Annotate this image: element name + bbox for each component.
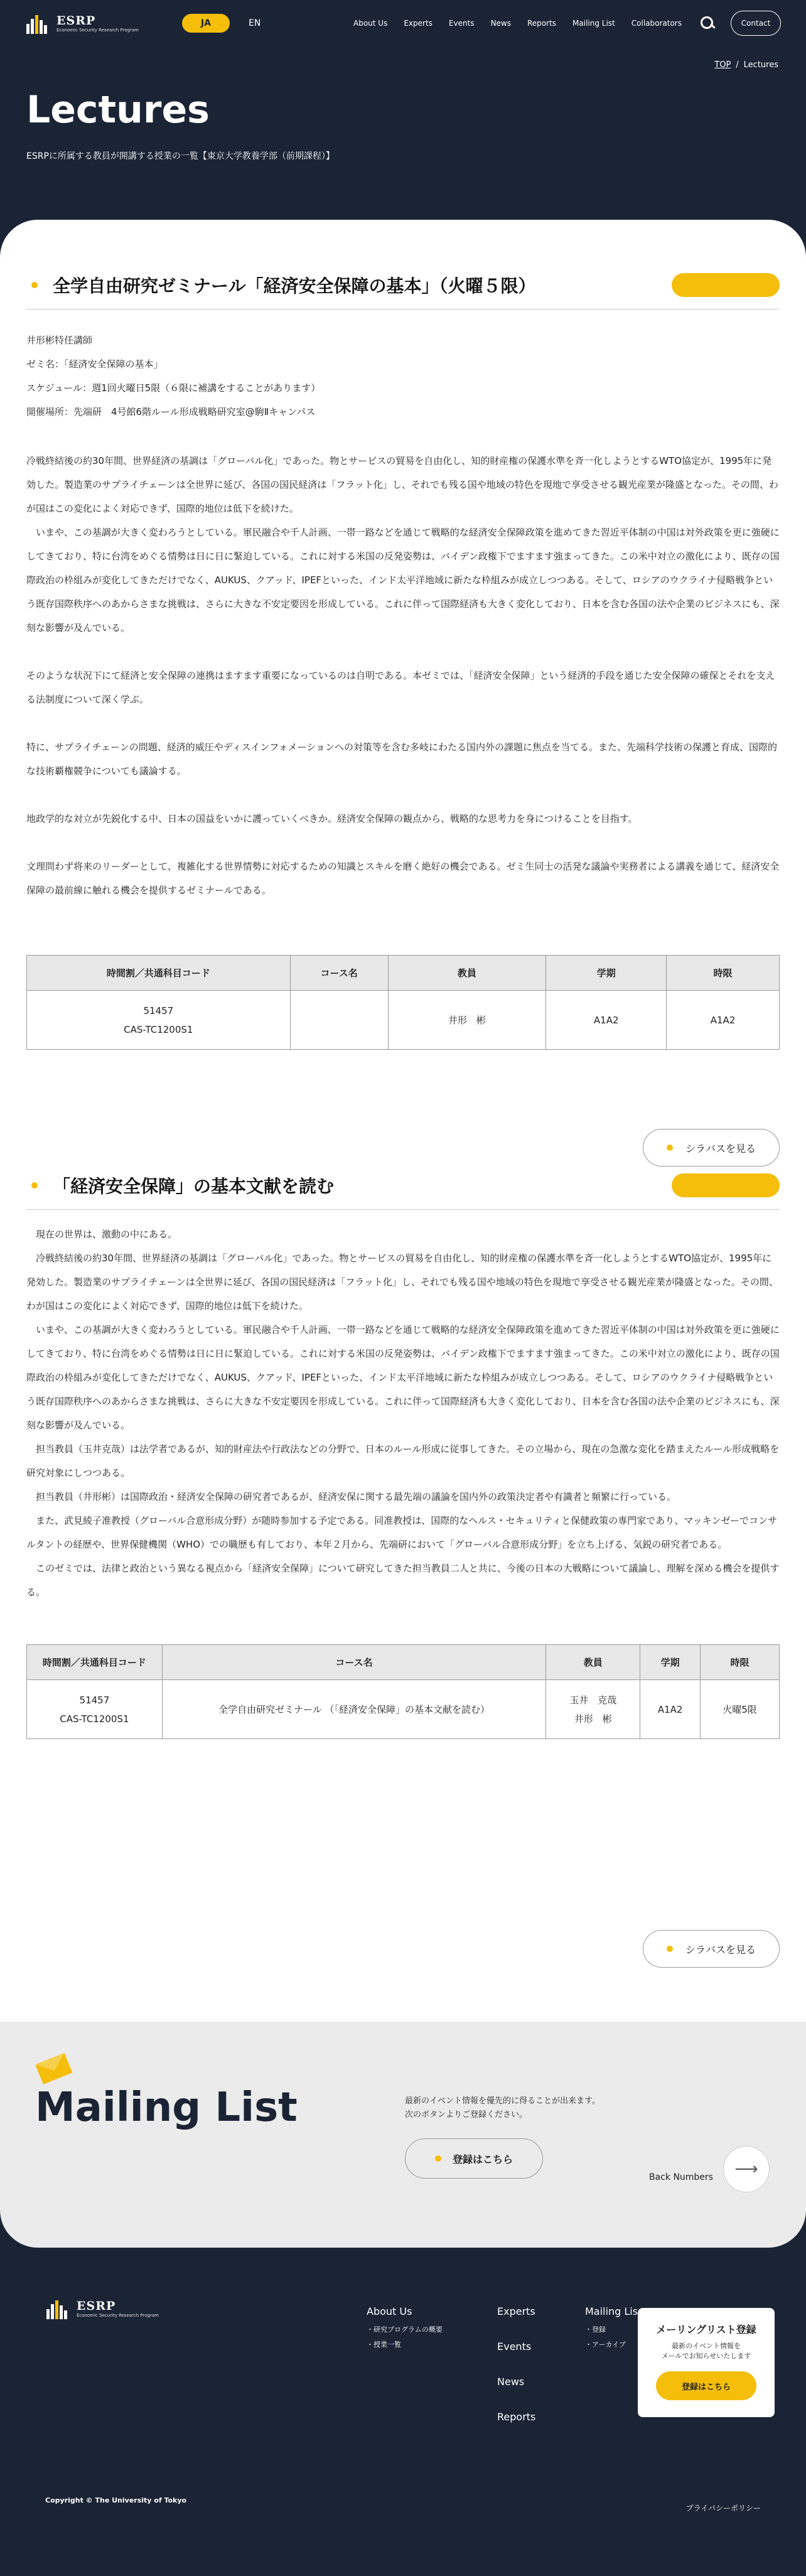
breadcrumb-current: Lectures: [743, 60, 778, 70]
info-instructor: 井形彬特任講師: [26, 335, 93, 346]
main-content: [0, 220, 806, 2022]
paragraph: いまや、この基調が大きく変わろうとしている。軍民融合や千人計画、一帯一路などを通じて戦略的な経済安全保障政策を進めてきた習近平体制の中国は対外政策を更に強硬にしてきており、特に台湾をめぐる情勢は日に日に緊迫している。これに対する米国の反発姿勢は、バイデン政権下でますます強まってきた。この米中対立の激化により、既存の国際政治の枠組みが変化してきただけでなく、AUKUS、クアッド、IPEFといった、インド太平洋地域に新たな枠組みが成立しつつある。そして、ロシアのウクライナ侵略戦争という既存国際秩序へのあからさまな挑戦は、さらに大きな不安定要因を形成している。これに伴って国際経済も大きく変化しており、日本を含む各国の法や企業のビジネスにも、深刻な影響が及んでいる。: [26, 1324, 780, 1431]
logo-text: ESRP: [56, 14, 96, 28]
paragraph: 担当教員（玉井克哉）は法学者であるが、知的財産法や行政法などの分野で、日本のルール形成に従事してきた。その立場から、現在の急激な変化を踏まえたルール形成戦略を研究対象にしつつある。: [26, 1443, 780, 1479]
cell-period: 火曜5限: [701, 1680, 780, 1739]
paragraph: このゼミでは、法律と政治という異なる視点から「経済安全保障」について研究してきた担当教員二人と共に、今後の日本の大戦略について議論し、理解を深める機会を提供する。: [26, 1563, 780, 1598]
footer-lectures-link[interactable]: ・授業一覧: [367, 2341, 401, 2349]
popup-title: メーリングリスト登録: [656, 2324, 756, 2336]
cell-code: 51457 CAS-TC1200S1: [27, 991, 291, 1050]
course2-title: 「経済安全保障」の基本文献を読む: [53, 1176, 335, 1197]
col-course: コース名: [162, 1645, 545, 1680]
back-numbers-link[interactable]: Back Numbers: [649, 2172, 713, 2182]
info-location: 開催場所：先端研 4号館6階ルール形成戦略研究室@駒Ⅱキャンパス: [26, 406, 316, 418]
paragraph: 現在の世界は、激動の中にある。: [36, 1229, 178, 1240]
search-icon[interactable]: [699, 15, 716, 31]
nav-experts[interactable]: Experts: [404, 19, 433, 28]
course1-table: [26, 955, 780, 1050]
course2-tag: [672, 1173, 780, 1197]
footer-logo[interactable]: [45, 2298, 159, 2319]
col-term: 学期: [546, 956, 667, 991]
paragraph: そのような状況下にて経済と安全保障の連携はますます重要になっているのは自明である。本ゼミでは、「経済安全保障」という経済的手段を通じた安全保障の確保とそれを支える法制度について深く学ぶ。: [26, 670, 775, 705]
breadcrumb-separator: /: [736, 60, 739, 70]
logo-mark-icon: [25, 13, 50, 34]
paragraph: また、武見綾子准教授（グローバル合意形成分野）が随時参加する予定である。同准教授は、国際的なヘルス・セキュリティと保健政策の専門家であり、マッキンゼーでコンサルタントの経歴や、世界保健機関（WHO）での職歴も有しており、本年２月から、先端研において「グローバル合意形成分野」を立ち上げる、気鋭の研究者である。: [26, 1515, 777, 1550]
bullet-icon: [31, 282, 38, 288]
cell-teacher: 井形 彬: [388, 991, 546, 1050]
cell-code: 51457 CAS-TC1200S1: [27, 1680, 163, 1739]
footer-links-column: [497, 2294, 535, 2435]
breadcrumb-top-link[interactable]: TOP: [714, 60, 731, 70]
main-nav: [353, 19, 682, 28]
paragraph: いまや、この基調が大きく変わろうとしている。軍民融合や千人計画、一帯一路などを通じて戦略的な経済安全保障政策を進めてきた習近平体制の中国は対外政策を更に強硬にしてきており、特に台湾をめぐる情勢は日に日に緊迫している。これに対する米国の反発姿勢は、バイデン政権下でますます強まってきた。この米中対立の激化により、既存の国際政治の枠組みが変化してきただけでなく、AUKUS、クアッド、IPEFといった、インド太平洋地域に新たな枠組みが成立しつつある。そして、ロシアのウクライナ侵略戦争という既存国際秩序へのあからさまな挑戦は、さらに大きな不安定要因を形成している。これに伴って国際経済も大きく変化しており、日本を含む各国の法や企業のビジネスにも、深刻な影響が及んでいる。: [26, 527, 780, 633]
footer-experts-link[interactable]: Experts: [497, 2305, 535, 2317]
col-code: 時間割／共通科目コード: [27, 1645, 163, 1680]
footer-about-overview-link[interactable]: ・研究プログラムの概要: [367, 2325, 443, 2334]
info-schedule: スケジュール：週1回火曜日5限（６限に補講をすることがあります）: [26, 382, 321, 394]
col-period: 時限: [667, 956, 780, 991]
page-subtitle: ESRPに所属する教員が開講する授業の一覧【東京大学教養学部（前期課程）】: [26, 151, 335, 161]
nav-collaborators[interactable]: Collaborators: [631, 19, 682, 28]
popup-register-button[interactable]: 登録はこちら: [656, 2371, 756, 2400]
footer-register-link[interactable]: ・登録: [585, 2325, 606, 2334]
course1-header: [26, 272, 780, 310]
lang-en-button[interactable]: EN: [249, 18, 261, 28]
footer-events-link[interactable]: Events: [497, 2341, 532, 2352]
popup-description: 最新のイベント情報を メールでお知らせいたします: [661, 2342, 751, 2360]
logo-subtitle: Economic Security Research Program: [56, 28, 139, 33]
logo[interactable]: [25, 13, 182, 34]
cell-term: A1A2: [640, 1680, 701, 1739]
cell-term: A1A2: [546, 991, 667, 1050]
col-code: 時間割／共通科目コード: [27, 956, 291, 991]
footer-logo-subtitle: Economic Security Research Program: [77, 2313, 159, 2318]
paragraph: 担当教員（井形彬）は国際政治・経済安全保障の研究者であるが、経済安保に関する最先端の議論を国内外の政策決定者や有識者と頻繁に行っている。: [36, 1491, 677, 1502]
paragraph: 冷戦終結後の約30年間、世界経済の基調は「グローバル化」であった。物とサービスの貿易を自由化し、知的財産権の保護水準を斉一化しようとするWTO協定が、1995年に発効した。製造業のサプライチェーンは全世界に延び、各国の国民経済は「フラット化」し、それでも残る国や地域の特色を現地で享受させる観光産業が隆盛となった。その間、わが国はこの変化によく対応できず、国際的地位は低下を続けた。: [26, 1253, 778, 1312]
course1-title: 全学自由研究ゼミナール「経済安全保障の基本」（火曜５限）: [53, 276, 536, 296]
course1-tag: [672, 273, 780, 297]
bullet-icon: [31, 1182, 38, 1188]
paragraph: 文理問わず将来のリーダーとして、複雑化する世界情勢に対応するための知識とスキルを磨く絶好の機会である。ゼミ生同士の活発な議論や実務者による講義を通じて、経済安全保障の最前線に触れる機会を提供するゼミナールである。: [26, 861, 780, 896]
copyright: Copyright © The University of Tokyo: [45, 2496, 187, 2504]
page-title: Lectures: [26, 88, 210, 132]
paragraph: 特に、サプライチェーンの問題、経済的威圧やディスインフォメーションへの対策等を含む多岐にわたる国内外の課題に焦点を当てる。また、先端科学技術の保護と育成、国際的な技術覇権競争についても議論する。: [26, 741, 777, 777]
course1-description: [26, 449, 780, 902]
footer-archive-link[interactable]: ・アーカイブ: [585, 2341, 626, 2349]
footer-mailing-column: [585, 2305, 638, 2352]
cell-course: 全学自由研究ゼミナール （「経済安全保障」の基本文献を読む）: [162, 1680, 545, 1739]
course2-description: [26, 1222, 780, 1604]
privacy-policy-link[interactable]: プライバシーポリシー: [685, 2504, 761, 2513]
course2-header: [26, 1173, 780, 1210]
paragraph: 地政学的な対立が先鋭化する中、日本の国益をいかに護っていくべきか。経済安全保障の観点から、戦略的な思考力を身につけることを目指す。: [26, 813, 638, 824]
breadcrumb: [714, 60, 778, 70]
table-row: [27, 991, 780, 1050]
logo-mark-icon: [45, 2298, 70, 2319]
course2-table: [26, 1644, 780, 1739]
mailing-title: Mailing List: [35, 2084, 298, 2131]
col-term: 学期: [640, 1645, 701, 1680]
col-teacher: 教員: [388, 956, 546, 991]
cell-course: [290, 991, 388, 1050]
mailing-list-section: [0, 2022, 806, 2248]
footer-mailing-link[interactable]: Mailing Lis: [585, 2305, 638, 2317]
cell-teacher: 玉井 克哉 井形 彬: [546, 1680, 640, 1739]
mailing-register-button[interactable]: 登録はこちら: [405, 2138, 543, 2179]
syllabus-button[interactable]: シラバスを見る: [643, 1930, 780, 1968]
contact-button[interactable]: Contact: [731, 11, 781, 36]
lang-ja-button[interactable]: JA: [182, 14, 230, 33]
col-course: コース名: [290, 956, 388, 991]
col-teacher: 教員: [546, 1645, 640, 1680]
footer-about-column: [367, 2305, 443, 2352]
footer-reports-link[interactable]: Reports: [497, 2411, 536, 2423]
paragraph: 冷戦終結後の約30年間、世界経済の基調は「グローバル化」であった。物とサービスの貿易を自由化し、知的財産権の保護水準を斉一化しようとするWTO協定が、1995年に発効した。製造業のサプライチェーンは全世界に延び、各国の国民経済は「フラット化」し、それでも残る国や地域の特色を現地で享受させる観光産業が隆盛となった。その間、わが国はこの変化によく対応できず、国際的地位は低下を続けた。: [26, 455, 778, 514]
mailing-popup: [638, 2308, 775, 2417]
footer-about-link[interactable]: About Us: [367, 2305, 412, 2317]
nav-events[interactable]: Events: [448, 19, 475, 28]
footer-news-link[interactable]: News: [497, 2376, 525, 2388]
arrow-right-icon[interactable]: ⟶: [723, 2146, 770, 2192]
nav-about-us[interactable]: About Us: [353, 19, 388, 28]
syllabus-button[interactable]: シラバスを見る: [643, 1129, 780, 1167]
course1-info: [26, 328, 780, 424]
nav-news[interactable]: News: [490, 19, 511, 28]
info-seminar: ゼミ名：「経済安全保障の基本」: [26, 358, 163, 370]
nav-reports[interactable]: Reports: [527, 19, 557, 28]
site-header: [0, 0, 806, 46]
cell-period: A1A2: [667, 991, 780, 1050]
nav-mailing-list[interactable]: Mailing List: [572, 19, 615, 28]
envelope-icon: [34, 2049, 73, 2086]
col-period: 時限: [701, 1645, 780, 1680]
mailing-description: 最新のイベント情報を優先的に得ることが出来ます。 次のボタンよりご登録ください。: [405, 2096, 600, 2120]
table-row: [27, 1680, 780, 1739]
footer-logo-text: ESRP: [77, 2299, 116, 2313]
